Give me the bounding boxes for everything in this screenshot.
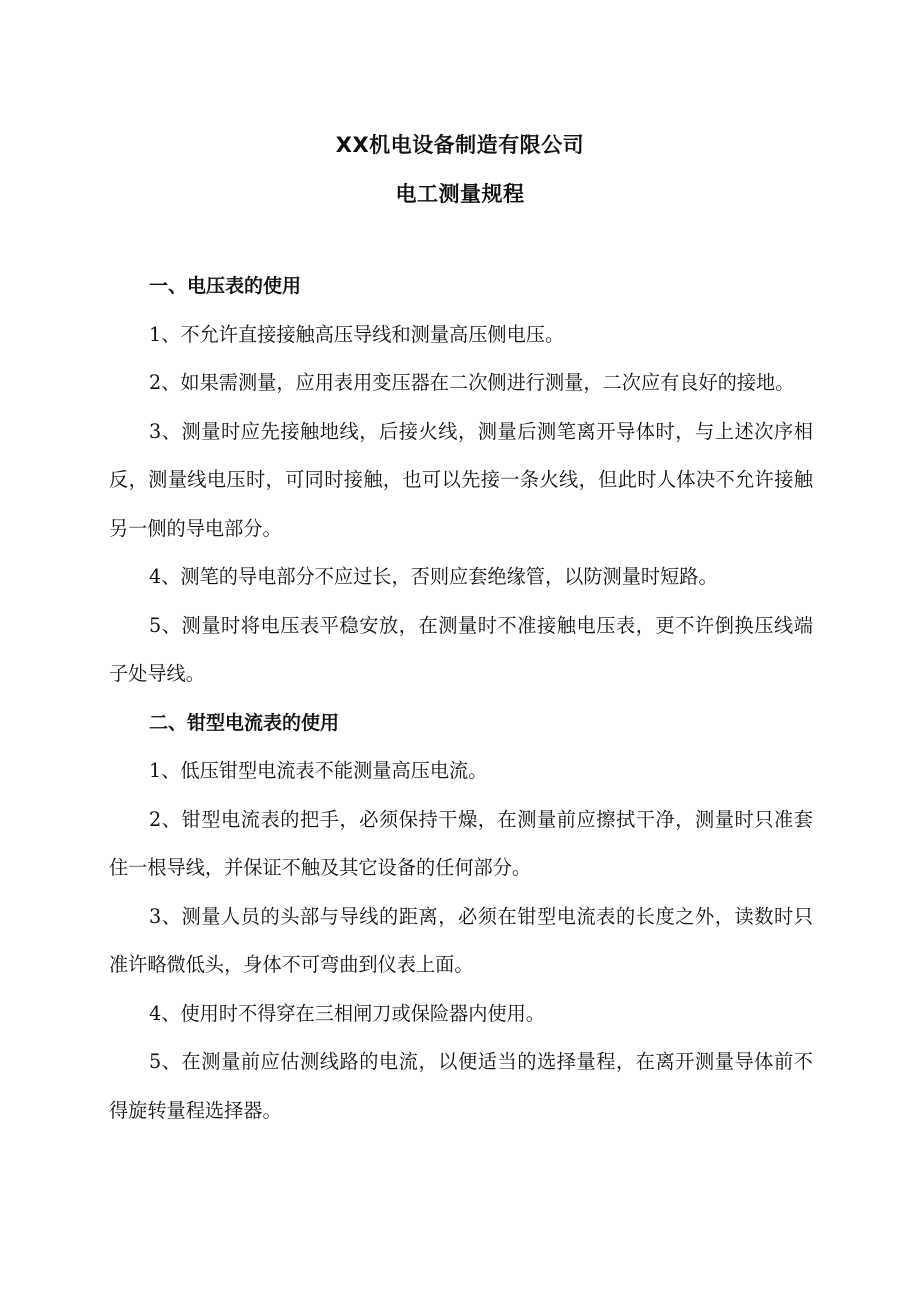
paragraph-voltmeter-1: 1、不允许直接接触高压导线和测量高压侧电压。 xyxy=(149,322,565,346)
section-clamp-ammeter xyxy=(109,699,813,1136)
paragraph-voltmeter-3: 3、测量时应先接触地线，后接火线，测量后测笔离开导体时，与上述次序相反，测量线电压时，可同时接触，也可以先接一条火线，但此时人体决不允许接触另一侧的导电部分。 xyxy=(109,419,813,540)
paragraph-clamp-ammeter-2: 2、钳型电流表的把手，必须保持干燥，在测量前应擦拭干净，测量时只准套住一根导线，并保证不触及其它设备的任何部分。 xyxy=(109,807,813,879)
company-name: XX机电设备制造有限公司 xyxy=(335,133,585,157)
section-heading-clamp-ammeter: 二、钳型电流表的使用 xyxy=(149,711,340,734)
document-body xyxy=(109,262,813,1135)
paragraph-clamp-ammeter-5: 5、在测量前应估测线路的电流，以便适当的选择量程，在离开测量导体前不得旋转量程选择器。 xyxy=(109,1050,813,1122)
paragraph-voltmeter-4: 4、测笔的导电部分不应过长，否则应套绝缘管，以防测量时短路。 xyxy=(149,565,718,588)
paragraph-voltmeter-5: 5、测量时将电压表平稳安放，在测量时不准接触电压表，更不许倒换压线端子处导线。 xyxy=(109,613,813,685)
paragraph-clamp-ammeter-3: 3、测量人员的头部与导线的距离，必须在钳型电流表的长度之外，读数时只准许略微低头，身体不可弯曲到仪表上面。 xyxy=(109,904,813,976)
paragraph-voltmeter-2: 2、如果需测量，应用表用变压器在二次侧进行测量，二次应有良好的接地。 xyxy=(149,371,795,394)
document-title: 电工测量规程 xyxy=(395,182,525,206)
section-voltmeter xyxy=(109,262,813,699)
section-heading-voltmeter: 一、电压表的使用 xyxy=(149,275,302,297)
paragraph-clamp-ammeter-1: 1、低压钳型电流表不能测量高压电流。 xyxy=(149,759,488,782)
paragraph-clamp-ammeter-4: 4、使用时不得穿在三相闸刀或保险器内使用。 xyxy=(149,1001,545,1025)
